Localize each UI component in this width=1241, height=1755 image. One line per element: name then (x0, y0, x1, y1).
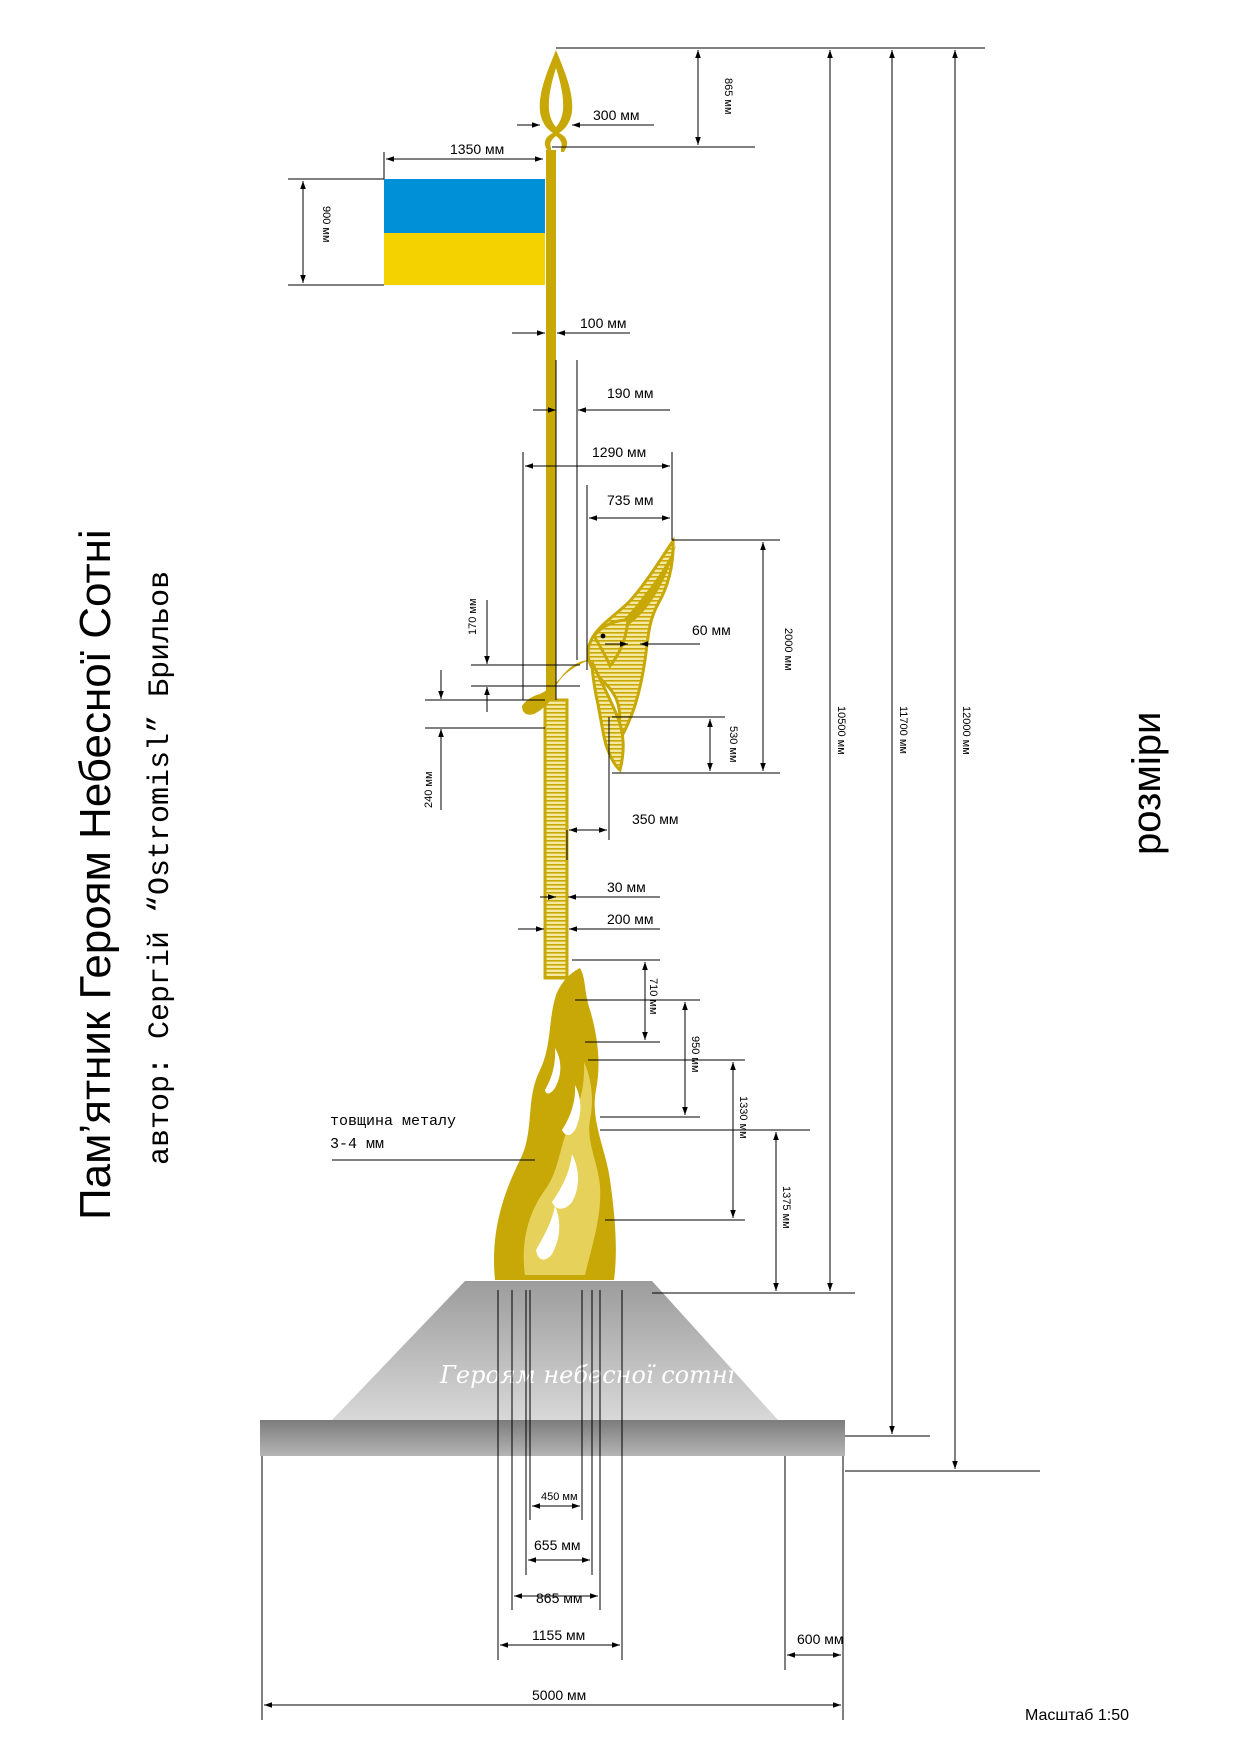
dim-450: 450 мм (541, 1491, 578, 1503)
monument-title: Пам’ятник Героям Небесної Сотні (71, 529, 120, 1220)
pedestal-inscription: Героям небесної сотні (440, 1361, 736, 1389)
stone-pedestal (332, 1281, 778, 1420)
dim-1290: 1290 мм (592, 444, 647, 460)
pole-shaft-lower (545, 700, 567, 978)
dim-655: 655 мм (534, 1537, 581, 1553)
dim-flag-height: 900 мм (320, 206, 332, 243)
dim-10500: 10500 мм (835, 706, 847, 755)
dim-190: 190 мм (607, 385, 654, 401)
dim-530: 530 мм (727, 726, 739, 763)
ukrainian-flag (384, 179, 545, 285)
twisted-flame-base (494, 968, 616, 1280)
dim-spike-height: 865 мм (722, 78, 734, 115)
dim-200: 200 мм (607, 911, 654, 927)
metal-note-line2: 3-4 мм (330, 1136, 385, 1153)
dim-2000: 2000 мм (782, 628, 794, 671)
dim-865-bottom: 865 мм (536, 1590, 583, 1606)
dim-flag-width: 1350 мм (450, 141, 505, 157)
dim-pole-100: 100 мм (580, 315, 627, 331)
dim-1375: 1375 мм (780, 1186, 792, 1229)
dim-600: 600 мм (797, 1631, 844, 1647)
dim-12000: 12000 мм (960, 706, 972, 755)
pedestal-trapezoid (332, 1281, 778, 1420)
ground-plinth (260, 1420, 845, 1456)
dim-170: 170 мм (467, 598, 479, 635)
metal-note-line1: товщина металу (330, 1113, 457, 1130)
pole-shaft-upper (546, 150, 556, 702)
dimension-labels (320, 78, 972, 1703)
flag-yellow-stripe (384, 233, 545, 285)
dim-11700: 11700 мм (897, 706, 909, 754)
dim-5000: 5000 мм (532, 1687, 587, 1703)
dim-spike-width: 300 мм (593, 107, 640, 123)
flag-blue-stripe (384, 179, 545, 233)
dim-710: 710 мм (647, 978, 659, 1015)
author-line: автор: Сергій “Ostromisl” Брильов (144, 570, 178, 1165)
dim-735: 735 мм (607, 492, 654, 508)
dim-1330: 1330 мм (737, 1096, 749, 1139)
dimension-lines (262, 48, 1040, 1720)
side-label: розміри (1125, 711, 1169, 855)
dim-60: 60 мм (692, 622, 731, 638)
scale-label: Масштаб 1:50 (1025, 1707, 1130, 1724)
dim-1155: 1155 мм (532, 1627, 586, 1643)
dim-30: 30 мм (607, 879, 646, 895)
dim-240: 240 мм (423, 771, 435, 808)
dim-350: 350 мм (632, 811, 679, 827)
dim-950: 950 мм (689, 1036, 701, 1073)
